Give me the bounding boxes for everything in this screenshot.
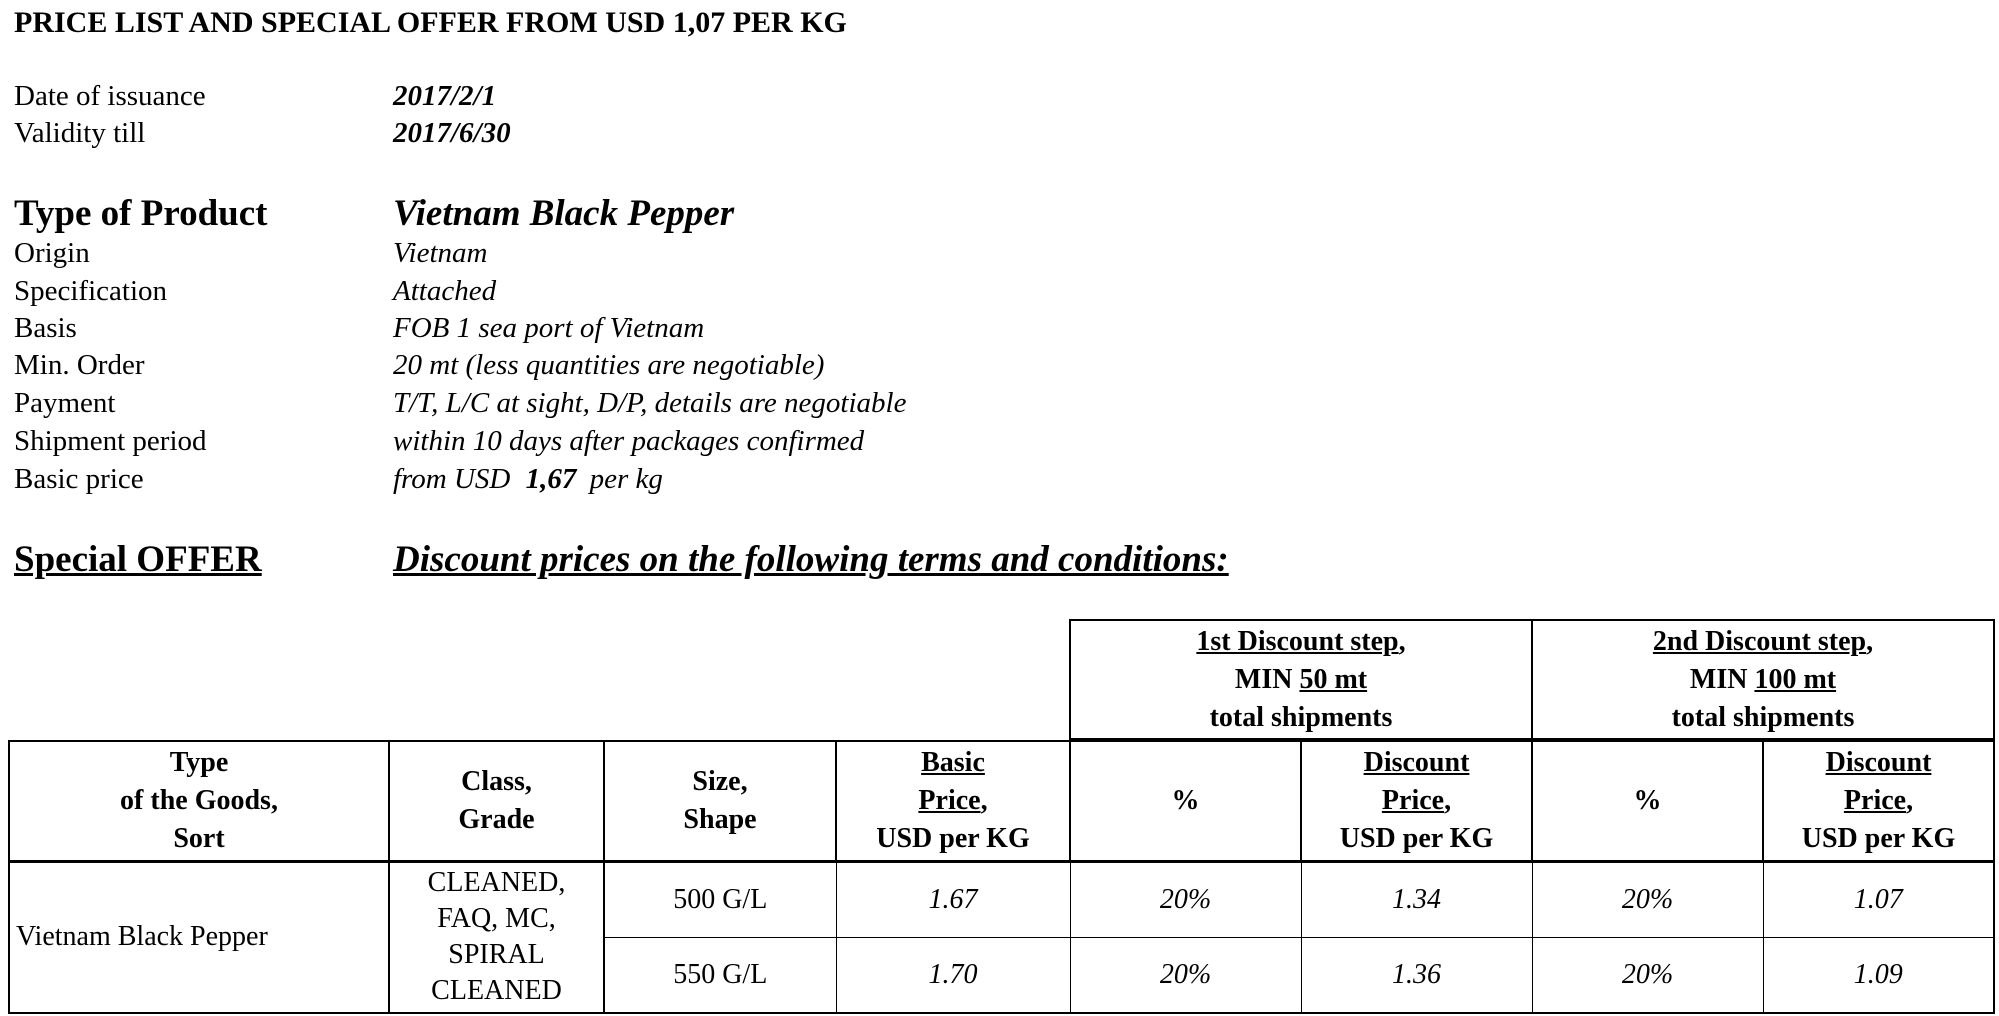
payment-value: T/T, L/C at sight, D/P, details are negotiable <box>393 387 907 419</box>
price-table <box>8 740 1995 1014</box>
grade-cell: CLEANED, FAQ, MC, SPIRAL CLEANED <box>389 861 604 1013</box>
product-heading-value: Vietnam Black Pepper <box>393 193 735 234</box>
col-basic-price-header: Basic Price, USD per KG <box>836 741 1070 861</box>
origin-label: Origin <box>14 237 90 269</box>
discount-step-1: 1st Discount step, MIN 50 mt total shipments <box>1070 620 1532 739</box>
shipment-value: within 10 days after packages confirmed <box>393 425 865 457</box>
col-pct1-header: % <box>1070 741 1301 861</box>
col-discount2-header: Discount Price, USD per KG <box>1763 741 1994 861</box>
product-heading-label: Type of Product <box>14 193 268 234</box>
col-class-header: Class, Grade <box>389 741 604 861</box>
specification-value: Attached <box>393 275 497 307</box>
payment-label: Payment <box>14 387 116 419</box>
discount-steps-header <box>1069 619 1995 740</box>
col-discount1-header: Discount Price, USD per KG <box>1301 741 1532 861</box>
pct2-cell: 20% <box>1532 861 1763 937</box>
basic-price-prefix: from USD <box>393 463 511 495</box>
validity-label: Validity till <box>14 117 146 149</box>
issuance-value: 2017/2/1 <box>393 80 497 112</box>
discount-step-2: 2nd Discount step, MIN 100 mt total shipments <box>1532 620 1994 739</box>
col-pct2-header: % <box>1532 741 1763 861</box>
basic-price-suffix: per kg <box>589 463 663 495</box>
pct1-cell: 20% <box>1070 937 1301 1013</box>
special-offer-label: Special OFFER <box>14 539 262 580</box>
discount1-cell: 1.36 <box>1301 937 1532 1013</box>
discount2-cell: 1.07 <box>1763 861 1994 937</box>
col-type-header: Type of the Goods, Sort <box>9 741 389 861</box>
table-row <box>9 861 1994 937</box>
col-size-header: Size, Shape <box>604 741 836 861</box>
size-cell: 550 G/L <box>604 937 836 1013</box>
shipment-label: Shipment period <box>14 425 207 457</box>
basis-value: FOB 1 sea port of Vietnam <box>393 312 705 344</box>
specification-label: Specification <box>14 275 168 307</box>
discount2-cell: 1.09 <box>1763 937 1994 1013</box>
validity-value: 2017/6/30 <box>393 117 511 149</box>
min-order-value: 20 mt (less quantities are negotiable) <box>393 349 825 381</box>
basic-price-amount: 1,67 <box>525 463 577 495</box>
pct1-cell: 20% <box>1070 861 1301 937</box>
page-title: PRICE LIST AND SPECIAL OFFER FROM USD 1,07 PER KG <box>14 6 847 39</box>
pct2-cell: 20% <box>1532 937 1763 1013</box>
basic-price-label: Basic price <box>14 463 144 495</box>
discount1-cell: 1.34 <box>1301 861 1532 937</box>
min-order-label: Min. Order <box>14 349 145 381</box>
goods-cell: Vietnam Black Pepper <box>9 861 389 1013</box>
origin-value: Vietnam <box>393 237 488 269</box>
special-offer-text: Discount prices on the following terms and conditions: <box>393 539 1229 580</box>
issuance-label: Date of issuance <box>14 80 206 112</box>
basic-price-value <box>393 463 663 496</box>
basic-price-cell: 1.70 <box>836 937 1070 1013</box>
size-cell: 500 G/L <box>604 861 836 937</box>
basis-label: Basis <box>14 312 77 344</box>
basic-price-cell: 1.67 <box>836 861 1070 937</box>
